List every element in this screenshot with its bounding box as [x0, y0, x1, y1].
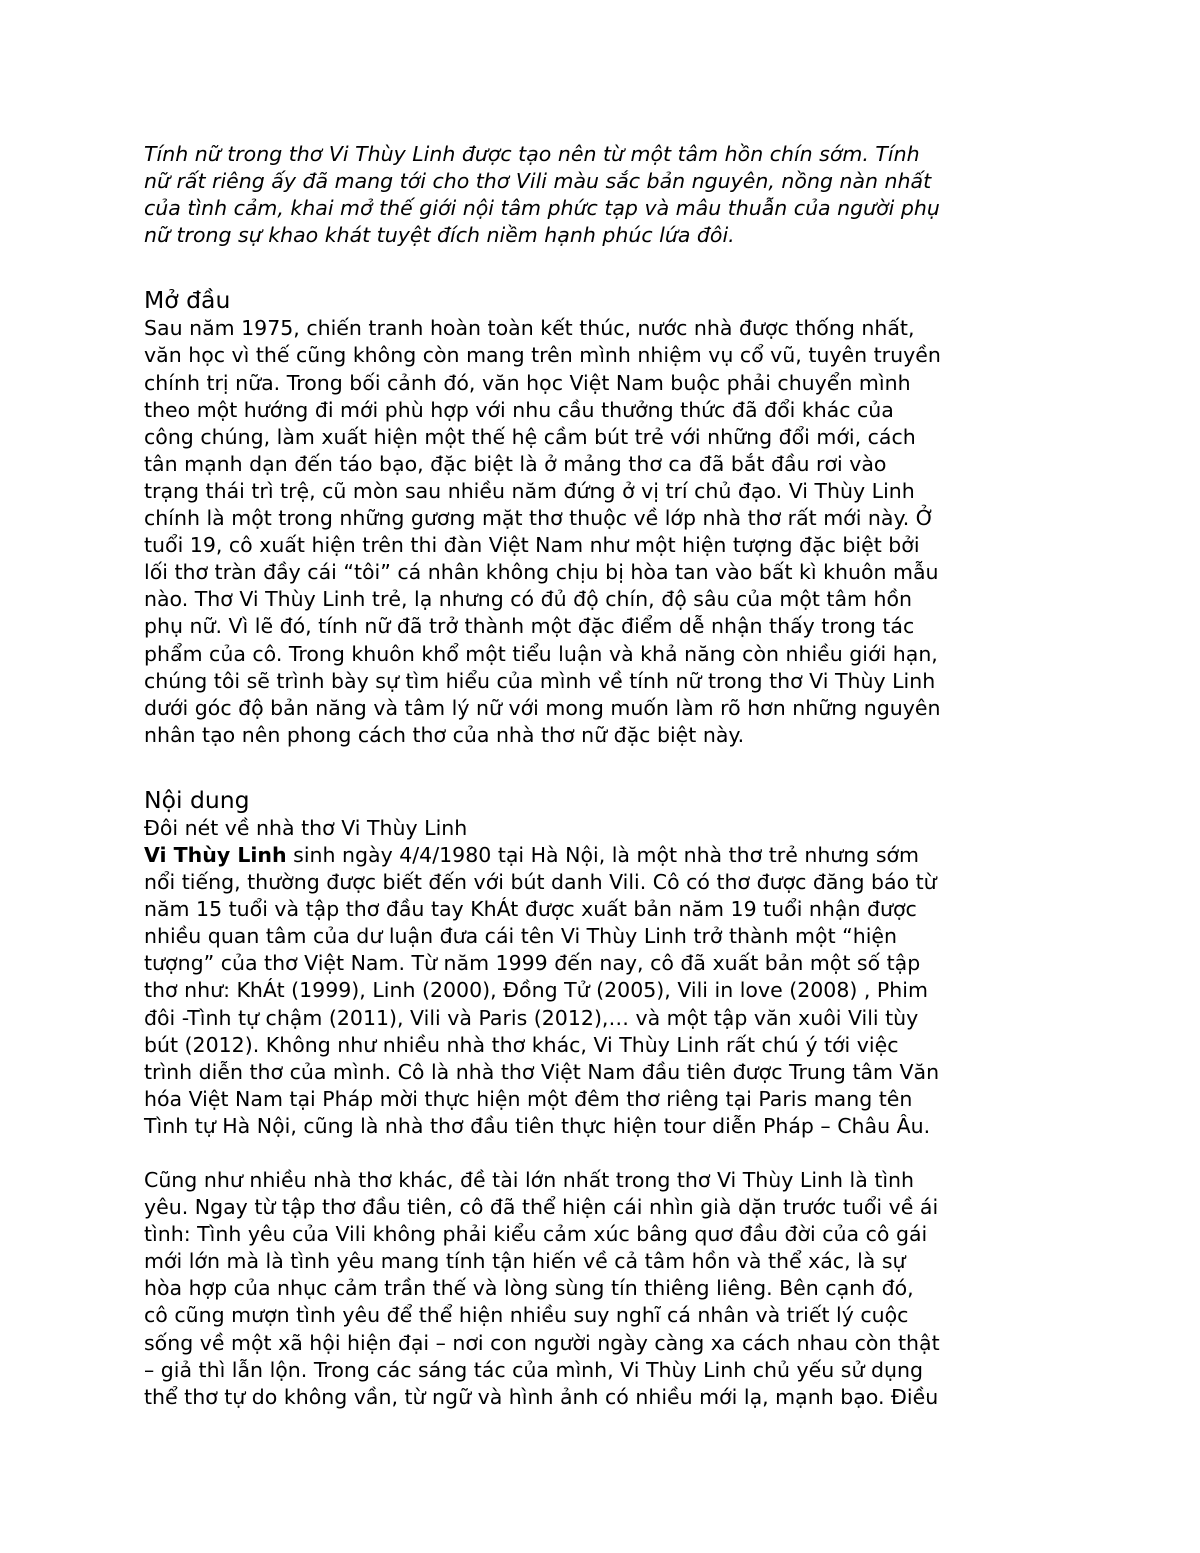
abstract-line: của tình cảm, khai mở thế giới nội tâm phức tạp và mâu thuẫn của người phụ [144, 196, 940, 221]
text-line: lối thơ tràn đầy cái “tôi” cá nhân không chịu bị hòa tan vào bất kì khuôn mẫu [144, 560, 939, 585]
text-line: phụ nữ. Vì lẽ đó, tính nữ đã trở thành một đặc điểm dễ nhận thấy trong tác [144, 614, 915, 639]
abstract-line: nữ trong sự khao khát tuyệt đích niềm hạnh phúc lứa đôi. [144, 223, 735, 248]
text-line: thơ như: KhÁt (1999), Linh (2000), Đồng Tử (2005), Vili in love (2008) , Phim [144, 978, 928, 1003]
text-line: chúng tôi sẽ trình bày sự tìm hiểu của mình về tính nữ trong thơ Vi Thùy Linh [144, 668, 936, 693]
text-line: văn học vì thế cũng không còn mang trên mình nhiệm vụ cổ vũ, tuyên truyền [144, 343, 941, 368]
text-line: yêu. Ngay từ tập thơ đầu tiên, cô đã thể hiện cái nhìn già dặn trước tuổi về ái [144, 1195, 939, 1220]
text-line: tân mạnh dạn đến táo bạo, đặc biệt là ở mảng thơ ca đã bắt đầu rơi vào [144, 451, 887, 476]
bio-first-line-rest: sinh ngày 4/4/1980 tại Hà Nội, là một nhà thơ trẻ nhưng sớm [286, 842, 920, 867]
text-line: năm 15 tuổi và tập thơ đầu tay KhÁt được xuất bản năm 19 tuổi nhận được [144, 897, 917, 922]
text-line: đôi -Tình tự chậm (2011), Vili và Paris (2012),… và một tập văn xuôi Vili tùy [144, 1005, 919, 1030]
section-heading-mo-dau: Mở đầu [144, 286, 231, 315]
document-page [144, 141, 1064, 1411]
text-line: trình diễn thơ của mình. Cô là nhà thơ Việt Nam đầu tiên được Trung tâm Văn [144, 1059, 940, 1084]
text-line: Tình tự Hà Nội, cũng là nhà thơ đầu tiên thực hiện tour diễn Pháp – Châu Âu. [144, 1113, 931, 1138]
text-line: nhân tạo nên phong cách thơ của nhà thơ nữ đặc biệt này. [144, 722, 745, 747]
love-theme-paragraph [144, 1167, 1064, 1411]
text-line: cô cũng mượn tình yêu để thể hiện nhiều suy nghĩ cá nhân và triết lý cuộc [144, 1303, 909, 1328]
text-line: Sau năm 1975, chiến tranh hoàn toàn kết thúc, nước nhà được thống nhất, [144, 316, 915, 341]
text-line: dưới góc độ bản năng và tâm lý nữ với mong muốn làm rõ hơn những nguyên [144, 695, 941, 720]
text-line: theo một hướng đi mới phù hợp với nhu cầu thưởng thức đã đổi khác của [144, 397, 894, 422]
text-line: chính là một trong những gương mặt thơ thuộc về lớp nhà thơ rất mới này. Ở [144, 506, 935, 531]
text-line: mới lớn mà là tình yêu mang tính tận hiến về cả tâm hồn và thể xác, là sự [144, 1249, 906, 1274]
text-line: trạng thái trì trệ, cũ mòn sau nhiều năm đứng ở vị trí chủ đạo. Vi Thùy Linh [144, 478, 915, 503]
intro-paragraph [144, 315, 1064, 749]
text-line: công chúng, làm xuất hiện một thế hệ cầm bút trẻ với những đổi mới, cách [144, 424, 916, 449]
abstract-line: nữ rất riêng ấy đã mang tới cho thơ Vili màu sắc bản nguyên, nồng nàn nhất [144, 169, 932, 194]
text-line: phẩm của cô. Trong khuôn khổ một tiểu luận và khả năng còn nhiều giới hạn, [144, 641, 938, 666]
text-line: nào. Thơ Vi Thùy Linh trẻ, lạ nhưng có đủ độ chín, độ sâu của một tâm hồn [144, 587, 913, 612]
abstract-paragraph [144, 141, 1064, 249]
text-line: tuổi 19, cô xuất hiện trên thi đàn Việt Nam như một hiện tượng đặc biệt bởi [144, 533, 920, 558]
text-line: hòa hợp của nhục cảm trần thế và lòng sùng tín thiêng liêng. Bên cạnh đó, [144, 1276, 914, 1301]
text-line: sống về một xã hội hiện đại – nơi con người ngày càng xa cách nhau còn thật [144, 1330, 940, 1355]
section-heading-noi-dung: Nội dung [144, 785, 250, 814]
text-line: hóa Việt Nam tại Pháp mời thực hiện một đêm thơ riêng tại Paris mang tên [144, 1086, 913, 1111]
text-line [144, 842, 1064, 869]
text-line: – giả thì lẫn lộn. Trong các sáng tác của mình, Vi Thùy Linh chủ yếu sử dụng [144, 1357, 923, 1382]
text-line: bút (2012). Không như nhiều nhà thơ khác, Vi Thùy Linh rất chú ý tới việc [144, 1032, 899, 1057]
abstract-line: Tính nữ trong thơ Vi Thùy Linh được tạo nên từ một tâm hồn chín sớm. Tính [144, 142, 920, 166]
text-line: chính trị nữa. Trong bối cảnh đó, văn học Việt Nam buộc phải chuyển mình [144, 370, 911, 395]
bio-paragraph [144, 842, 1064, 1140]
text-line: Cũng như nhiều nhà thơ khác, đề tài lớn nhất trong thơ Vi Thùy Linh là tình [144, 1168, 915, 1192]
text-line: tượng” của thơ Việt Nam. Từ năm 1999 đến nay, cô đã xuất bản một số tập [144, 951, 921, 976]
subheading-doi-net: Đôi nét về nhà thơ Vi Thùy Linh [144, 815, 468, 840]
text-line: nhiều quan tâm của dư luận đưa cái tên Vi Thùy Linh trở thành một “hiện [144, 924, 898, 949]
text-line: thể thơ tự do không vần, từ ngữ và hình ảnh có nhiều mới lạ, mạnh bạo. Điều [144, 1384, 939, 1409]
author-name: Vi Thùy Linh [144, 842, 287, 867]
text-line: nổi tiếng, thường được biết đến với bút danh Vili. Cô có thơ được đăng báo từ [144, 870, 937, 895]
text-line: tình: Tình yêu của Vili không phải kiểu cảm xúc bâng quơ đầu đời của cô gái [144, 1222, 928, 1247]
